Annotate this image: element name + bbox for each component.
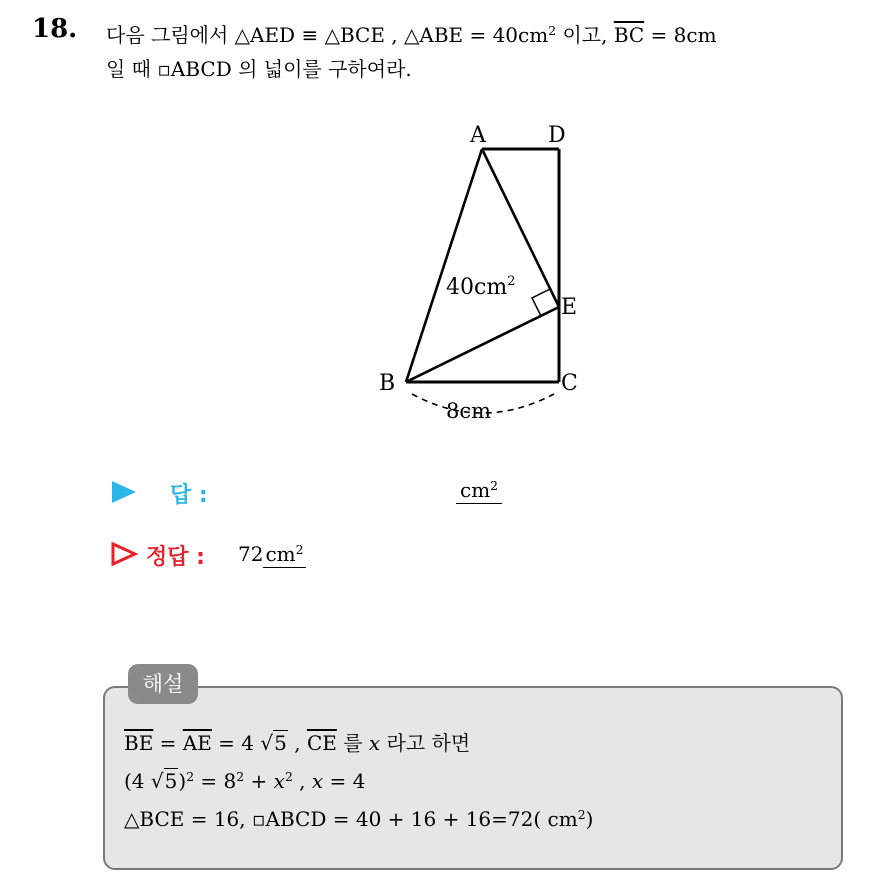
correct-unit: $cm^2$: [265, 542, 304, 566]
play-triangle-icon: [110, 479, 138, 505]
problem-text: [106, 18, 884, 86]
correct-number: 72: [238, 542, 264, 566]
correct-value: [238, 542, 306, 566]
outline-triangle-icon: [110, 541, 138, 567]
segment-bc: $\overline{BC}$: [613, 23, 645, 47]
problem-number: 18.: [32, 14, 78, 44]
problem-line-1-part: 다음 그림에서 △AED ≡ △BCE , △ABE = 40cm: [106, 23, 549, 47]
correct-answer-row: [110, 538, 710, 574]
solution-lines: [124, 724, 593, 838]
figure-svg: [360, 112, 610, 432]
label-e: E: [561, 295, 578, 320]
area-label: $40cm^2$: [446, 274, 516, 300]
answer-row: [110, 476, 710, 512]
answer-unit-field[interactable]: [456, 478, 502, 504]
edge-be: [406, 307, 559, 382]
label-c: C: [561, 371, 578, 396]
edge-ab: [406, 149, 482, 382]
problem-line-1-sup: 2: [548, 23, 557, 39]
geometry-figure: [360, 112, 610, 432]
label-b: B: [379, 371, 396, 396]
problem-line-2: 일 때 ▫ABCD 의 넓이를 구하여라.: [106, 57, 412, 81]
problem-line-1: [106, 18, 884, 52]
label-a: A: [470, 123, 486, 148]
correct-label: 정답 :: [146, 545, 205, 570]
answer-unit: cm: [460, 478, 491, 502]
solution-line-1: $\overline{BE} = \overline{AE} = 4$ √5 , $\overline{CE}$ 를 x 라고 하면: [124, 724, 593, 762]
answer-label: 답 :: [170, 483, 208, 508]
solution-tab: 해설: [128, 664, 198, 704]
solution-line-2: (4 $√5)^2 = 8^2 + x^2$ , x = 4: [124, 769, 366, 793]
solution-line-3: △BCE = 16, ▫ABCD = 40 + 16 + 16=72( $cm^2$): [124, 807, 594, 831]
answer-unit-sup: 2: [490, 478, 499, 494]
sqrt-symbol: √5: [260, 731, 287, 755]
problem-line-1-part3: = 8cm: [644, 23, 717, 47]
problem-line-1-part2: 이고,: [556, 23, 614, 47]
label-d: D: [548, 123, 566, 148]
length-label: 8cm: [446, 399, 492, 423]
